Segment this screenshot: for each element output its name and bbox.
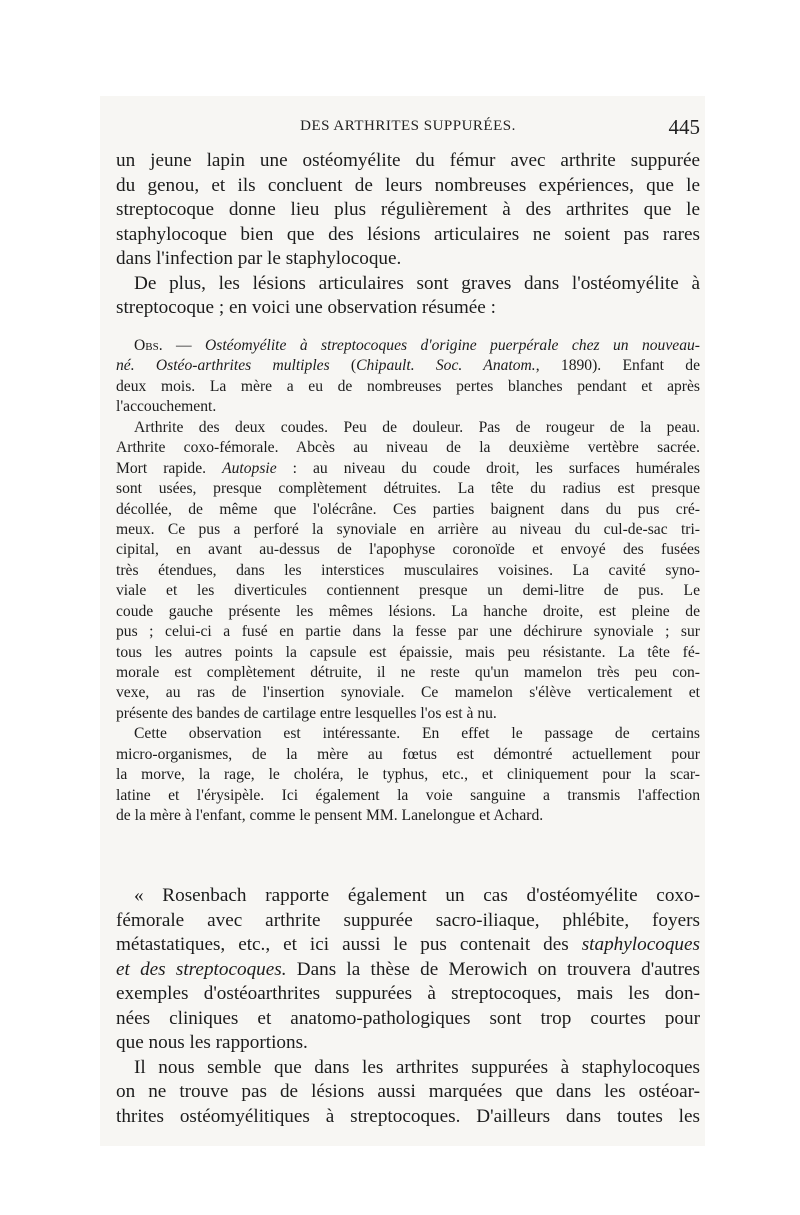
- intro-paragraph: [116, 149, 700, 321]
- autopsy-line: Mort rapide. Autopsie : au niveau du coude droit, les surfaces humérales: [116, 459, 700, 477]
- running-title: DES ARTHRITES SUPPURÉES.: [300, 118, 516, 134]
- text-line: cipital, en avant au-dessus de l'apophyse coronoïde et envoyé des fusées: [116, 541, 700, 559]
- text-line: on ne trouve pas de lésions aussi marquées que dans les ostéoar-: [116, 1081, 700, 1102]
- text-line: meux. Ce pus a perforé la synoviale en arrière au niveau du cul-de-sac tri-: [116, 520, 700, 538]
- text-line: Arthrite des deux coudes. Peu de douleur. Pas de rougeur de la peau.: [134, 418, 700, 436]
- text-line: streptocoque ; en voici une observation résumée :: [116, 297, 496, 318]
- page-number: 445: [668, 115, 700, 139]
- text-line: la morve, la rage, le choléra, le typhus, etc., et cliniquement pour la scar-: [116, 766, 700, 784]
- text-line: streptocoque donne lieu plus régulièrement à des arthrites que le: [116, 199, 700, 220]
- text-line: métastatiques, etc., et ici aussi le pus contenait des staphylocoques: [116, 934, 700, 955]
- text-line: exemples d'ostéoarthrites suppurées à streptocoques, mais les don-: [116, 983, 700, 1004]
- observation-block: [116, 336, 700, 827]
- text-line: micro-organismes, de la mère au fœtus est démontré actuellement pour: [116, 745, 700, 763]
- text-line: De plus, les lésions articulaires sont graves dans l'ostéomyélite à: [134, 272, 700, 294]
- text-line: viale et les diverticules contiennent presque un demi-litre de pus. Le: [116, 582, 700, 600]
- text-line: pus ; celui-ci a fusé en partie dans la fesse par une déchirure synoviale ; sur: [116, 623, 700, 641]
- text-line: l'accouchement.: [116, 398, 217, 416]
- text-line: vexe, au ras de l'insertion synoviale. Ce mamelon s'élève verticalement et: [116, 684, 700, 702]
- text-line: sont usées, presque complètement détruites. La tête du radius est presque: [116, 480, 700, 498]
- running-header: [116, 115, 700, 142]
- conclusion-paragraph: [116, 884, 700, 1129]
- observation-title-cont: né. Ostéo-arthrites multiples: [116, 357, 330, 375]
- text-line: Cette observation est intéressante. En effet le passage de certains: [134, 725, 700, 743]
- text-line: Il nous semble que dans les arthrites suppurées à staphylocoques: [134, 1056, 700, 1078]
- text-line: fémorale avec arthrite suppurée sacro-iliaque, phlébite, foyers: [116, 909, 700, 931]
- autopsy-label: Autopsie: [222, 459, 277, 477]
- text-line: très étendues, dans les interstices musculaires voisines. La cavité syno-: [116, 561, 700, 579]
- observation-citation-line: né. Ostéo-arthrites multiples (Chipault. Soc. Anatom., 1890). Enfant de: [116, 357, 700, 375]
- text-line: coude gauche présente les mêmes lésions. La hanche droite, est pleine de: [116, 602, 700, 620]
- text-line: morale est complètement détruite, il ne reste qu'un mamelon très peu con-: [116, 664, 700, 681]
- text-line: Arthrite coxo-fémorale. Abcès au niveau de la deuxième vertèbre sacrée.: [116, 439, 700, 457]
- text-line: que nous les rapportions.: [116, 1032, 308, 1053]
- text-line: staphylocoque bien que des lésions articulaires ne soient pas rares: [116, 223, 700, 245]
- emphasis-streptocoques: et des streptocoques.: [116, 958, 287, 980]
- emphasis-staphylocoques: staphylocoques: [581, 934, 700, 955]
- text-line: « Rosenbach rapporte également un cas d'ostéomyélite coxo-: [134, 885, 700, 906]
- text-line: tous les autres points la capsule est épaissie, mais peu résistante. La tête fé-: [116, 643, 700, 661]
- observation-title: Ostéomyélite à streptocoques d'origine puerpérale chez un nouveau-: [205, 337, 700, 354]
- text-line: du genou, et ils concluent de leurs nombreuses expériences, que le: [116, 174, 700, 196]
- text-line: et des streptocoques. Dans la thèse de Merowich on trouvera d'autres: [116, 958, 700, 980]
- citation-author: Chipault. Soc. Anatom.: [356, 357, 536, 375]
- text-line: dans l'infection par le staphylocoque.: [116, 248, 402, 269]
- text-line: latine et l'érysipèle. Ici également la voie sanguine a transmis l'affection: [116, 786, 700, 804]
- text-line: de la mère à l'enfant, comme le pensent MM. Lanelongue et Achard.: [116, 807, 544, 825]
- text-line: un jeune lapin une ostéomyélite du fémur avec arthrite suppurée: [116, 150, 700, 171]
- observation-label: Obs. —: [134, 337, 206, 354]
- text-line: deux mois. La mère a eu de nombreuses pertes blanches pendant et après: [116, 377, 700, 395]
- observation-title-line: [116, 336, 700, 356]
- text-line: décollée, de même que l'olécrâne. Ces parties baignent dans du pus cré-: [116, 500, 700, 518]
- text-line: thrites ostéomyélitiques à streptocoques. D'ailleurs dans toutes les: [116, 1105, 700, 1127]
- text-line: présente des bandes de cartilage entre lesquelles l'os est à nu.: [116, 704, 497, 722]
- text-line: nées cliniques et anatomo-pathologiques sont trop courtes pour: [116, 1007, 700, 1029]
